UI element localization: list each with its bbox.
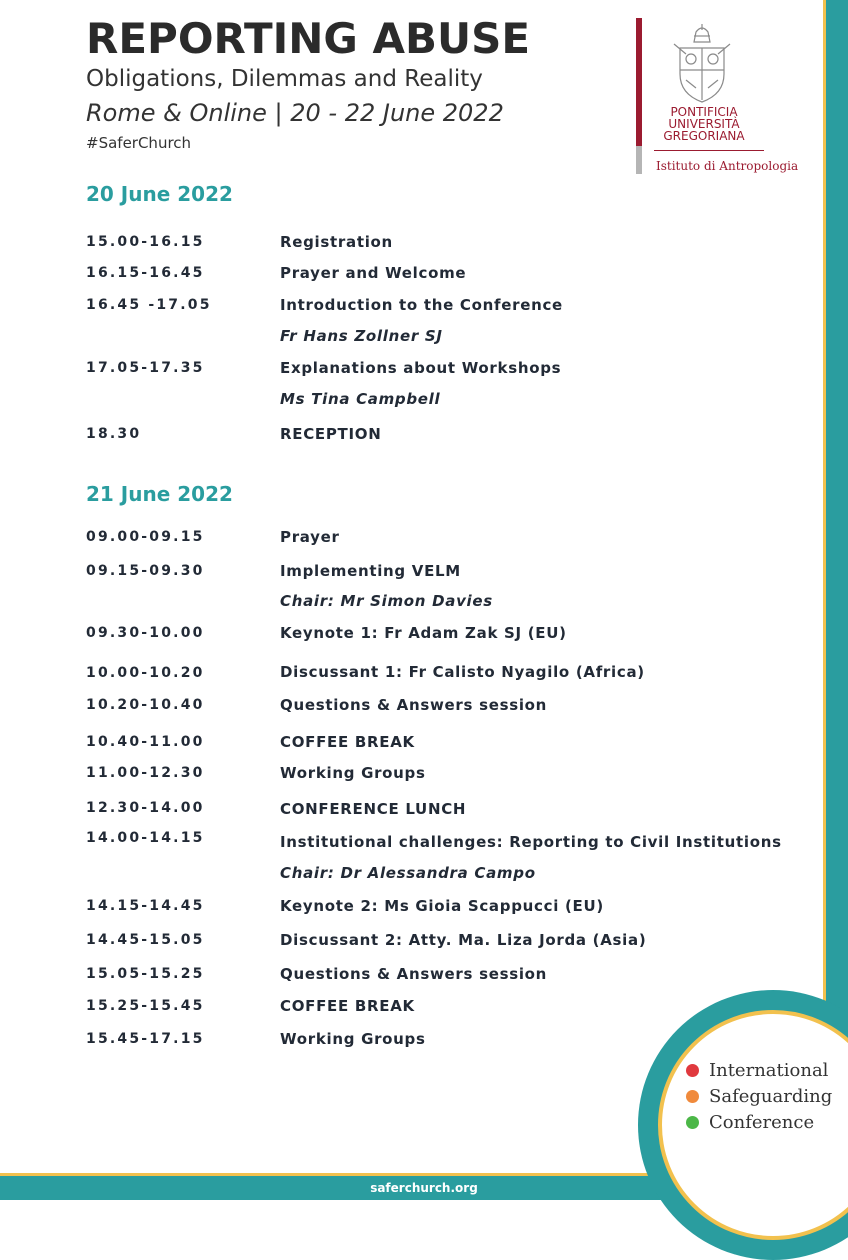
- schedule-event: Registration: [280, 233, 393, 251]
- schedule-event: Discussant 1: Fr Calisto Nyagilo (Africa): [280, 663, 645, 681]
- footer-url[interactable]: saferchurch.org: [370, 1181, 478, 1195]
- event-location-dates: Rome & Online | 20 - 22 June 2022: [86, 99, 504, 127]
- orange-dot-icon: [686, 1090, 699, 1103]
- badge-line: [686, 1086, 832, 1107]
- badge-line: [686, 1060, 828, 1081]
- university-logo: [636, 18, 816, 178]
- schedule-time: 14.45-15.05: [86, 932, 205, 948]
- schedule-time: 10.40-11.00: [86, 734, 205, 750]
- hashtag: #SaferChurch: [86, 134, 192, 152]
- schedule-time: 12.30-14.00: [86, 800, 205, 816]
- papal-crest-icon: [670, 24, 734, 108]
- badge-line: [686, 1112, 814, 1133]
- schedule-time: 15.05-15.25: [86, 966, 205, 982]
- schedule-event: Working Groups: [280, 1030, 426, 1048]
- schedule-event: Discussant 2: Atty. Ma. Liza Jorda (Asia): [280, 931, 647, 949]
- badge-text: Conference: [709, 1112, 815, 1133]
- page-subtitle: Obligations, Dilemmas and Reality: [86, 66, 483, 92]
- schedule-time: 11.00-12.30: [86, 765, 205, 781]
- schedule-event: COFFEE BREAK: [280, 997, 415, 1015]
- schedule-time: 14.15-14.45: [86, 898, 205, 914]
- schedule-event: Questions & Answers session: [280, 965, 548, 983]
- schedule-event: Introduction to the Conference: [280, 296, 563, 314]
- schedule-time: 18.30: [86, 426, 142, 442]
- schedule-time: 16.15-16.45: [86, 265, 205, 281]
- schedule-time: 10.00-10.20: [86, 665, 205, 681]
- schedule-time: 10.20-10.40: [86, 697, 205, 713]
- page-title: REPORTING ABUSE: [86, 14, 531, 63]
- institute-name: Istituto di Antropologia: [656, 159, 799, 173]
- day-heading: 21 June 2022: [86, 482, 233, 506]
- schedule-event: RECEPTION: [280, 425, 382, 443]
- schedule-event: CONFERENCE LUNCH: [280, 800, 467, 818]
- red-dot-icon: [686, 1064, 699, 1077]
- schedule-event: Explanations about Workshops: [280, 359, 562, 377]
- schedule-time: 09.15-09.30: [86, 563, 205, 579]
- schedule-time: 14.00-14.15: [86, 830, 205, 846]
- schedule-speaker: Chair: Dr Alessandra Campo: [280, 864, 536, 882]
- schedule-speaker: Ms Tina Campbell: [280, 390, 441, 408]
- schedule-event: Questions & Answers session: [280, 696, 548, 714]
- day-heading: 20 June 2022: [86, 182, 233, 206]
- schedule-time: 15.00-16.15: [86, 234, 205, 250]
- schedule-speaker: Fr Hans Zollner SJ: [280, 327, 443, 345]
- schedule-speaker: Chair: Mr Simon Davies: [280, 592, 493, 610]
- green-dot-icon: [686, 1116, 699, 1129]
- logo-gray-bar: [636, 146, 642, 174]
- schedule-time: 09.00-09.15: [86, 529, 205, 545]
- schedule-time: 16.45 -17.05: [86, 297, 212, 313]
- logo-red-bar: [636, 18, 642, 146]
- badge-text: International: [709, 1060, 829, 1081]
- schedule-event: Working Groups: [280, 764, 426, 782]
- schedule-time: 15.45-17.15: [86, 1031, 205, 1047]
- university-name: PONTIFICIA UNIVERSITÀ GREGORIANA: [663, 105, 745, 143]
- schedule-event: Implementing VELM: [280, 562, 461, 580]
- schedule-time: 17.05-17.35: [86, 360, 205, 376]
- schedule-event: Keynote 1: Fr Adam Zak SJ (EU): [280, 624, 567, 642]
- badge-text: Safeguarding: [709, 1086, 833, 1107]
- logo-divider: [654, 150, 764, 151]
- schedule-event: Institutional challenges: Reporting to Civil Institutions: [280, 833, 782, 851]
- schedule-event: Prayer: [280, 528, 340, 546]
- schedule-time: 15.25-15.45: [86, 998, 205, 1014]
- schedule-event: Keynote 2: Ms Gioia Scappucci (EU): [280, 897, 604, 915]
- schedule-time: 09.30-10.00: [86, 625, 205, 641]
- schedule-event: Prayer and Welcome: [280, 264, 467, 282]
- schedule-event: COFFEE BREAK: [280, 733, 415, 751]
